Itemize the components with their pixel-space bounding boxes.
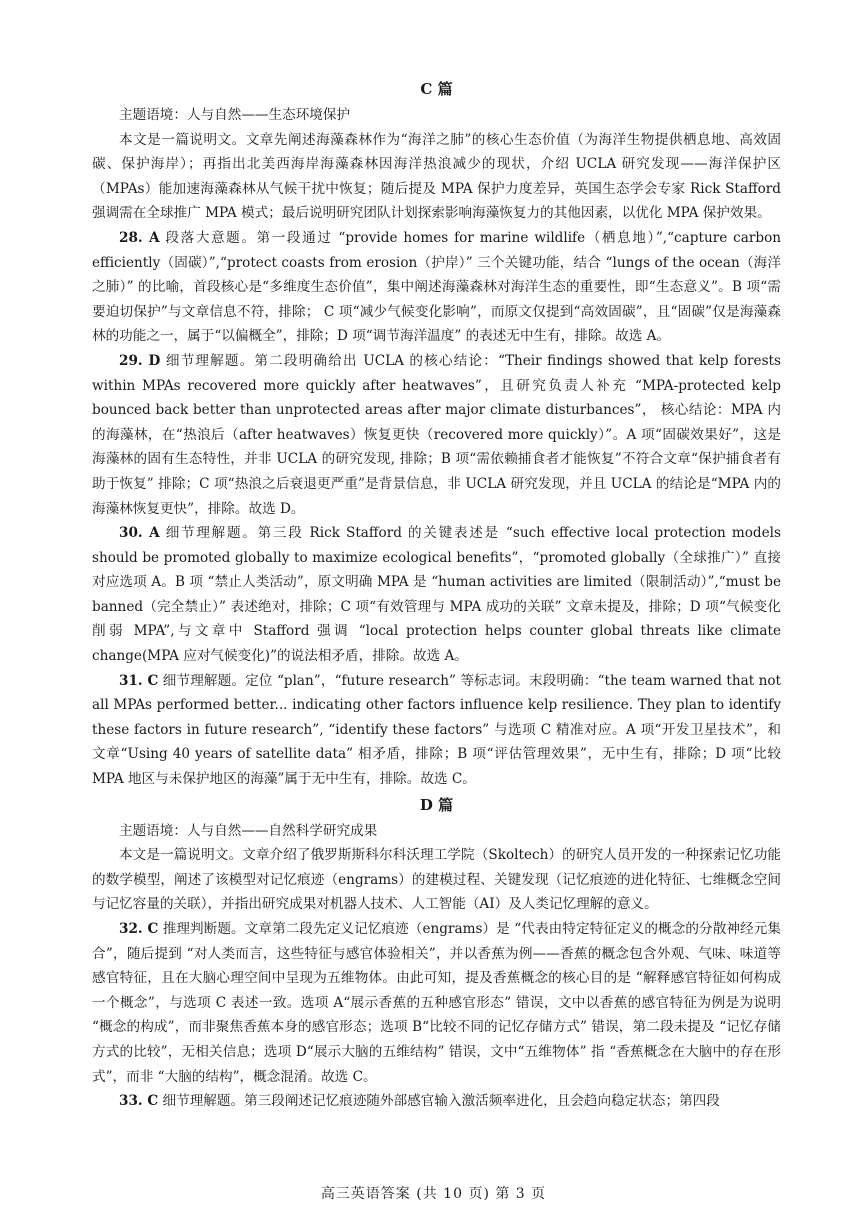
- answer-explanation: 细节理解题。定位 “plan”，“future research” 等标志词。末段明确：“the team warned that not all MPAs performed better... indicating other factors influence kelp resilience. They plan to identify these factors in future research”, “identify these factors” 与选项 C 精准对应。A 项“开发卫星技术”，和文章“Using 40 years of satellite data” 相矛盾，排除；B 项“评估管理效果”，无中生有，排除；D 项“比较 MPA 地区与未保护地区的海藻”属于无中生有，排除。故选 C。: [92, 672, 781, 788]
- answer-number: 30. A: [119, 525, 160, 542]
- answer-item: [92, 349, 781, 521]
- answer-item: [92, 226, 781, 349]
- section-c: [92, 76, 781, 792]
- answer-item: [92, 917, 781, 1089]
- answer-item: [92, 1089, 781, 1114]
- answer-explanation: 段落大意题。第一段通过 “provide homes for marine wildlife（栖息地）”,“capture carbon efficiently（固碳）”,“protect coasts from erosion（护岸）” 三个关键功能，结合 “lungs of the ocean（海洋之肺）” 的比喻，首段核心是“多维度生态价值”，集中阐述海藻森林对海洋生态的重要性，即“生态意义”。B 项“需要迫切保护”与文章信息不符，排除； C 项“减少气候变化影响”，而原文仅提到“高效固碳”，且“固碳”仅是海藻森林的功能之一，属于“以偏概全”，排除；D 项“调节海洋温度” 的表述无中生有，排除。故选 A。: [92, 229, 782, 345]
- section-d: [92, 792, 781, 1114]
- answer-explanation: 细节理解题。第三段阐述记忆痕迹随外部感官输入激活频率进化，且会趋向稳定状态；第四段: [162, 1093, 720, 1110]
- answer-item: [92, 521, 781, 669]
- answer-number: 32. C: [119, 921, 159, 937]
- answer-number: 31. C: [119, 672, 159, 689]
- page-footer: 高三英语答案 (共 10 页) 第 3 页: [320, 1186, 547, 1202]
- answer-explanation: 细节理解题。第三段 Rick Stafford 的关键表述是 “such effective local protection models should be promoted globally to maximize ecological benefits”，“promoted globally（全球推广）” 直接对应选项 A。B 项 “禁止人类活动”，原文明确 MPA 是 “human activities are limited（限制活动）”,“must be banned（完全禁止）” 表述绝对，排除；C 项“有效管理与 MPA 成功的关联” 文章未提及，排除；D 项“气候变化削弱 MPA”,与文章中 Stafford 强调 “local protection helps counter global threats like climate change(MPA 应对气候变化)”的说法相矛盾，排除。故选 A。: [92, 525, 781, 665]
- theme-line: 主题语境：人与自然——生态环境保护: [119, 107, 351, 123]
- answer-explanation: 推理判断题。文章第二段先定义记忆痕迹（engrams）是 “代表由特定特征定义的概念的分散神经元集合”，随后提到 “对人类而言，这些特征与感官体验相关”，并以香蕉为例——香蕉的概念包含外观、气味、味道等感官特征，且在大脑心理空间中呈现为五维物体。由此可知，提及香蕉概念的核心目的是 “解释感官特征如何构成一个概念”，与选项 C 表述一致。选项 A“展示香蕉的五种感官形态” 错误，文中以香蕉的感官特征为例是为说明 “概念的构成”，而非聚焦香蕉本身的感官形态；选项 B“比较不同的记忆存储方式” 错误，第二段未提及 “记忆存储方式的比较”，无相关信息；选项 D“展示大脑的五维结构” 错误，文中“五维物体” 指 “香蕉概念在大脑中的存在形式”，而非 “大脑的结构”，概念混淆。故选 C。: [92, 921, 781, 1085]
- answer-number: 33. C: [119, 1093, 159, 1110]
- passage-summary: 本文是一篇说明文。文章先阐述海藻森林作为“海洋之肺”的核心生态价值（为海洋生物提供栖息地、高效固碳、保护海岸）；再指出北美西海岸海藻森林因海洋热浪减少的现状，介绍 UCLA 研究发现——海洋保护区（MPAs）能加速海藻森林从气候干扰中恢复；随后提及 MPA 保护力度差异，英国生态学会专家 Rick Stafford 强调需在全球推广 MPA 模式；最后说明研究团队计划探索影响海藻恢复力的其他因素，以优化 MPA 保护效果。: [92, 131, 781, 222]
- answer-number: 29. D: [119, 352, 161, 369]
- section-title: C 篇: [420, 80, 453, 98]
- section-title: D 篇: [419, 795, 454, 814]
- passage-summary: 本文是一篇说明文。文章介绍了俄罗斯斯科尔科沃理工学院（Skoltech）的研究人员开发的一种探索记忆功能的数学模型，阐述了该模型对记忆痕迹（engrams）的建模过程、关键发现（记忆痕迹的进化特征、七维概念空间与记忆容量的关联），并指出研究成果对机器人技术、人工智能（AI）及人类记忆理解的意义。: [92, 847, 781, 913]
- theme-line: 主题语境：人与自然——自然科学研究成果: [119, 822, 378, 839]
- answer-number: 28. A: [119, 229, 160, 246]
- answer-item: [92, 669, 781, 792]
- answer-explanation: 细节理解题。第二段明确给出 UCLA 的核心结论：“Their findings showed that kelp forests within MPAs recovered more quickly after heatwaves”，且研究负责人补充 “MPA-protected kelp bounced back better than unprotected areas after major climate disturbances”， 核心结论：MPA 内的海藻林，在“热浪后（after heatwaves）恢复更快（recovered more quickly）”。A 项“固碳效果好”，这是海藻林的固有生态特性，并非 UCLA 的研究发现, 排除；B 项“需依赖捕食者才能恢复”不符合文章“保护捕食者有助于恢复” 排除；C 项“热浪之后衰退更严重”是背景信息，非 UCLA 研究发现，并且 UCLA 的结论是“MPA 内的海藻林恢复更快”，排除。故选 D。: [92, 352, 781, 517]
